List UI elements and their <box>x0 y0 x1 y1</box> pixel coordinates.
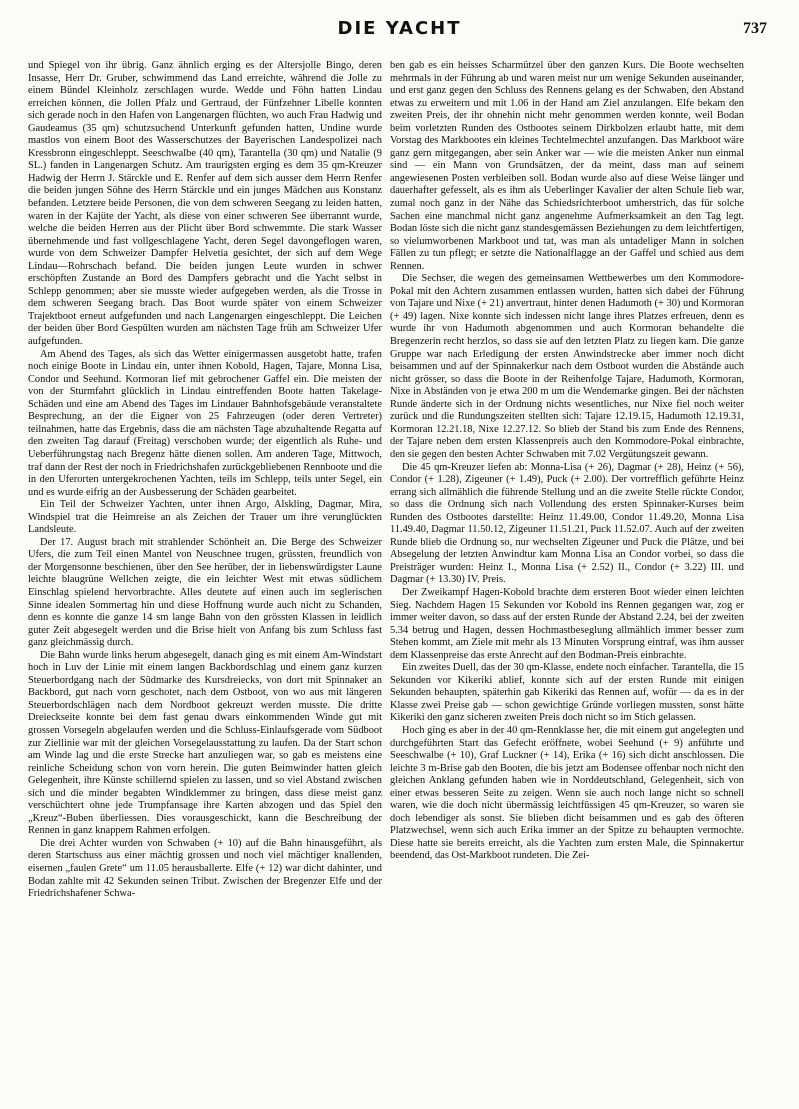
page-number: 737 <box>743 20 767 37</box>
right-column <box>390 60 744 1100</box>
paragraph: Der Zweikampf Hagen-Kobold brachte dem ersteren Boot wieder einen leichten Sieg. Nachdem Hagen 15 Sekunden vor Kobold ins Rennen gegangen war, zog er immer weiter davon, so dass auf der ersten Runde der Abstand 2.24, bei der zweiten 5.34 betrug und Hagen, dessen Hochmastbeseglung allmählich immer besser zum Stehen kommt, am Ziele mit mehr als 13 Minuten Vorsprung eintraf, was ihm ausser dem Klassenpreise das erste Anrecht auf den Bodman-Preis einbrachte. <box>390 586 744 661</box>
magazine-title: DIE YACHT <box>337 18 462 39</box>
page-header <box>0 14 799 44</box>
paragraph: Hoch ging es aber in der 40 qm-Rennklasse her, die mit einem gut angelegten und durchgeführten Start das Gefecht eröffnete, wobei Seehund (+ 9) anführte und Seeschwalbe (+ 10), Graf Luckner (+ 14), Erika (+ 16) sich dicht anschlossen. Die leichte 3 m-Brise gab den Booten, die bis jetzt am Bodensee offenbar noch nicht den gleichen Anklang gefunden haben wie in Norddeutschland, Gelegenheit, sich von einer etwas besseren Seite zu zeigen. Wenn sie auch noch lange nicht so schnell waren, wie die doch nicht übermässig leichtfüssigen 45 qm-Kreuzer, so waren sie doch lebendiger als sonst. Sie blieben dicht beisammen und es gab des öfteren Platzwechsel, wenn sich auch Erika immer an der Spitze zu behaupten vermochte. Diese hatte sie bereits erreicht, als die Yachten zum ersten Male, die Spinnakertur beendend, das Ost-Markboot rundeten. Die Zei- <box>390 724 744 862</box>
paragraph: Der 17. August brach mit strahlender Schönheit an. Die Berge des Schweizer Ufers, die zum Teil einen Mantel von Neuschnee trugen, grüssten, freundlich von der Morgensonne beschienen, über den See herüber, der in liebenswürdigster Laune leichte blaugrüne Wellchen zeigte, die ein leichter West mit etwas südlichem Einschlag spielend hervorbrachte. Alles deutete auf einen auch im seglerischen Sinne idealen Sommertag hin und diese Hoffnung wurde auch nicht zu Schanden, denn es konnte die ganze 14 sm lange Bahn von den grössten Klassen in leidlich guter Zeit abgesegelt werden und die Brise hielt von Anfang bis zum Schluss fast ganz gleichmässig durch. <box>28 536 382 649</box>
paragraph: Die Bahn wurde links herum abgesegelt, danach ging es mit einem Am-Windstart hoch in Luv der Linie mit einem langen Backbordschlag und einem ganz kurzen Steuerbordgang nach der Südmarke des Kursdreiecks, von dort mit Spinnaker an Backbord, gut nach vorn geschotet, nach dem Ostboot, von wo aus mit längeren Steuerbordschlägen nach dem Nordboot gekreuzt werden musste. Die dritte Dreieckseite konnte bei dem fast genau dwars einkommenden Winde gut mit grossen Vorsegeln abgelaufen werden und die Schluss-Einlaufsgerade vom Südboot zur Ziellinie war mit der gleichen Vorsegelausstattung zu laufen. Da der Start schon am Winde lag und die erste Strecke hart anzuliegen war, so gab es meistens eine reinliche Scheidung schon von vorn herein. Die guten Beimwinder hatten gleich Gelegenheit, ihre Künste schillernd spielen zu lassen, und so viel Abstand zwischen sich und die minder begabten Windklemmer zu bringen, dass diese meist ganz verschüchtert ohne jede Trumpfansage ihre Karten abzogen und das Spiel den „Kreuz“-Buben überliessen. Dies vorausgeschickt, kann die Beschreibung der Rennen in ganz knappem Rahmen erfolgen. <box>28 649 382 837</box>
paragraph: Ein Teil der Schweizer Yachten, unter ihnen Argo, Alskling, Dagmar, Mira, Windspiel trat die Heimreise an als Zeichen der Trauer um ihre verunglückten Landsleute. <box>28 499 382 536</box>
left-column <box>28 60 382 1100</box>
paragraph: Am Abend des Tages, als sich das Wetter einigermassen ausgetobt hatte, trafen noch einige Boote in Lindau ein, unter ihnen Kobold, Hagen, Tajare, Monna Lisa, Condor und Seehund. Kormoran lief mit gebrochener Gaffel ein. Die meisten der von der Sturmfahrt glücklich in Lindau eintreffenden Boote hatten Takelage-Schäden und eine am Abend des Tages im Lindauer Bahnhofsgebäude veranstaltete Besprechung, an der die Eigner von 25 Fahrzeugen (oder deren Vertreter) teilnahmen, hatte das Ergebnis, dass die am nächsten Tage abzuhaltende Regatta auf den zweiten Tag darauf (Freitag) verschoben wurde; der eigentlich als Ruhe- und Ueberführungstag nach Bregenz hätte dienen sollen. Am anderen Tage, Mittwoch, traf dann der Rest der noch in Friedrichshafen zurückgebliebenen Rennboote und die in den Uferorten untergekrochenen Yachten, teils im Schlepp, teils unter Segel, ein und es wurde eifrig an der Ausbesserung der Schäden gearbeitet. <box>28 348 382 498</box>
paragraph: ben gab es ein heisses Scharmützel über den ganzen Kurs. Die Boote wechselten mehrmals in der Führung ab und waren meist nur um wenige Sekunden auseinander, und erst ganz gegen den Schluss des Rennens gelang es der Schwaben, den Abstand etwas zu erweitern und mit 1.06 in der Hand am Ziel anzulangen. Elfe bekam den zweiten Preis, der ihr ohnehin nicht mehr genommen werden konnte, weil Bodan beim vorletzten Runden des Ostbootes seinem Dirkbolzen erlaubt hatte, mit dem Vorstag des Markbootes ein kleines Techtelmechtel anzufangen. Das Markboot wäre ganz gern mitgegangen, aber sein Anker war — wie die meisten Anker nun einmal sind — ein Mann von Grundsätzen, der da meint, dass man auf seinem angewiesenen Posten verbleiben soll. Bodan wurde also auf diese Weise länger und dauerhafter gefesselt, als es ihm als Ueberlinger Kavalier der alten Schule lieb war, zumal noch ganz in der Nähe das Schiedsrichterboot umherstrich, das für solche Sachen eine manchmal nicht ganz angenehme Aufmerksamkeit an den Tag legt. Bodan löste sich die nicht ganz standesgemässen Beziehungen zu dem leichtfertigen, so vielumworbenen Markboot und tat, was man als untadeliger Mann in solchen Fällen zu tun pflegt; er setzte die Nationalflagge an der Gaffel und schied aus dem Rennen. <box>390 60 744 272</box>
paragraph: Die Sechser, die wegen des gemeinsamen Wettbewerbes um den Kommodore-Pokal mit den Achtern zusammen entlassen wurden, hatten sich dabei der Führung von Tajare und Nixe (+ 21) anvertraut, hinter denen Hadumoth (+ 30) und Kormoran (+ 49) lagen. Nixe konnte sich indessen nicht lange ihres Platzes erfreuen, denn es wurde ihr von Hadumoth abgenommen und auch Kormoran behandelte die Bregenzerin recht herzlos, so dass sie auf den letzten Platz zu liegen kam. Die ganze Gruppe war nach Erledigung der ersten Anwindstrecke aber immer noch dicht beisammen und auf der Spinnakerkur nach dem Ostboot wurden die Abstände auch nicht grösser, so dass die Boote in der Reihenfolge Tajare, Hadumoth, Kormoran, Nixe in Abständen von je etwa 200 m um die Wendemarke gingen. Bei der nächsten Runde änderte sich in der Ordnung nichts wesentliches, nur Nixe fiel noch weiter zurück und die Rundungszeiten stellten sich: Tajare 12.19.15, Hadumoth 12.19.31, Kormoran 12.21.18, Nixe 12.27.12. So blieb der Stand bis zum Ende des Rennens, der Tajare neben dem ersten Klassenpreis auch den Kommodore-Pokal einbrachte, den sie gegen den besten Achter Schwaben mit 7.02 Vergütungszeit gewann. <box>390 273 744 460</box>
paragraph: Die 45 qm-Kreuzer liefen ab: Monna-Lisa (+ 26), Dagmar (+ 28), Heinz (+ 56), Condor (+ 1.28), Zigeuner (+ 1.49), Puck (+ 2.00). Der vortrefflich geführte Heinz errang sich allmählich die führende Stellung und an die zweite Stelle rückte Condor, so dass die Ordnung sich nach Vollendung des ersten Spinnaker-Kurses beim Runden des Ostbootes darstellte: Heinz 11.49.00, Condor 11.49.20, Monna Lisa 11.49.40, Dagmar 11.50.12, Zigeuner 11.51.21, Puck 11.52.07. Auch auf der zweiten Runde blieb die Ordnung so, nur wechselten Zigeuner und Puck die Plätze, und bei Absegelung der letzten Anwindtur kam Monna Lisa an Condor vorbei, so dass die Preisträger wurden: Heinz I., Monna Lisa (+ 2.52) II., Condor (+ 3.22) III. und Dagmar (+ 13.30) IV. Preis. <box>390 461 744 586</box>
paragraph: Die drei Achter wurden von Schwaben (+ 10) auf die Bahn hinausgeführt, als deren Startschuss aus einer mächtig grossen und noch viel mächtiger knallenden, eisernen „faulen Grete“ um 11.05 herausballerte. Elfe (+ 12) war dicht dahinter, und Bodan zahlte mit 42 Sekunden seinen Tribut. Zwischen der Bregenzer Elfe und der Friedrichshafener Schwa- <box>28 837 382 900</box>
paragraph: Ein zweites Duell, das der 30 qm-Klasse, endete noch einfacher. Tarantella, die 15 Sekunden vor Kikeriki ablief, konnte sich auf der ersten Runde mit einigen Sekunden behaupten, späterhin gab Kikeriki das Rennen auf, wofür — da es in der Klasse zwei Preise gab — schon gewichtige Gründe vorliegen mussten, sonst hätte Kikeriki den ganz sicheren zweiten Preis doch nicht so im Stich gelassen. <box>390 662 744 724</box>
paragraph: und Spiegel von ihr übrig. Ganz ähnlich erging es der Altersjolle Bingo, deren Insasse, Herr Dr. Gruber, schwimmend das Land erreichte, während die Jolle zu einem Bündel Kleinholz zerschlagen wurde. Wedde und Föhn hatten Lindau erreichen können, die Jollen Pfalz und Gertraud, der Fünfzehner Libelle konnten sich gerade noch in den Hafen von Langenargen flüchten, wo auch Frau Hadwig und Gaudeamus (35 qm) schutzsuchend Unterkunft gefunden hatten, Undine wurde mastlos von einem Boot des Wasserschutzes der Bayerischen Landespolizei nach Kressbronn eingeschleppt. Seeschwalbe (40 qm), Tarantella (30 qm) und Natalie (9 SL.) fanden in Langenargen Schutz. Am traurigsten erging es dem 35 qm-Kreuzer Hadwig der Herrn J. Stärckle und E. Renfer auf dem sich ausser dem Herrn Renfer die beiden jungen Söhne des Herrn Stärckle und ein junges Mädchen aus Konstanz befanden. Letztere beide Personen, die von dem schweren Seegang zu leiden hatten, waren in der Kajüte der Yacht, als diese von einer schweren See überrannt wurde, welche die beiden Herren aus der Plicht über Bord schwemmte. Die stark Wasser übernehmende und fast vollgeschlagene Yacht, deren Segel davongeflogen waren, wurde von dem Schweizer Dampfer Helvetia gesichtet, der sich auf dem Wege Lindau—Rohrschach befand. Die beiden jungen Leute wurden in schwer erschöpften Zustande an Bord des Dampfers gebracht und die Yacht selbst in Schlepp genommen; aber sie musste wieder aufgegeben werden, als die Trosse in dem schweren Seegang brach. Das Boot wurde später von einem Schweizer Trajektboot erneut aufgefunden und nach Langenargen eingeschleppt. Die Leichen der beiden über Bord Gespülten wurden am nächsten Tage früh am Schweizer Ufer aufgefunden. <box>28 60 382 348</box>
